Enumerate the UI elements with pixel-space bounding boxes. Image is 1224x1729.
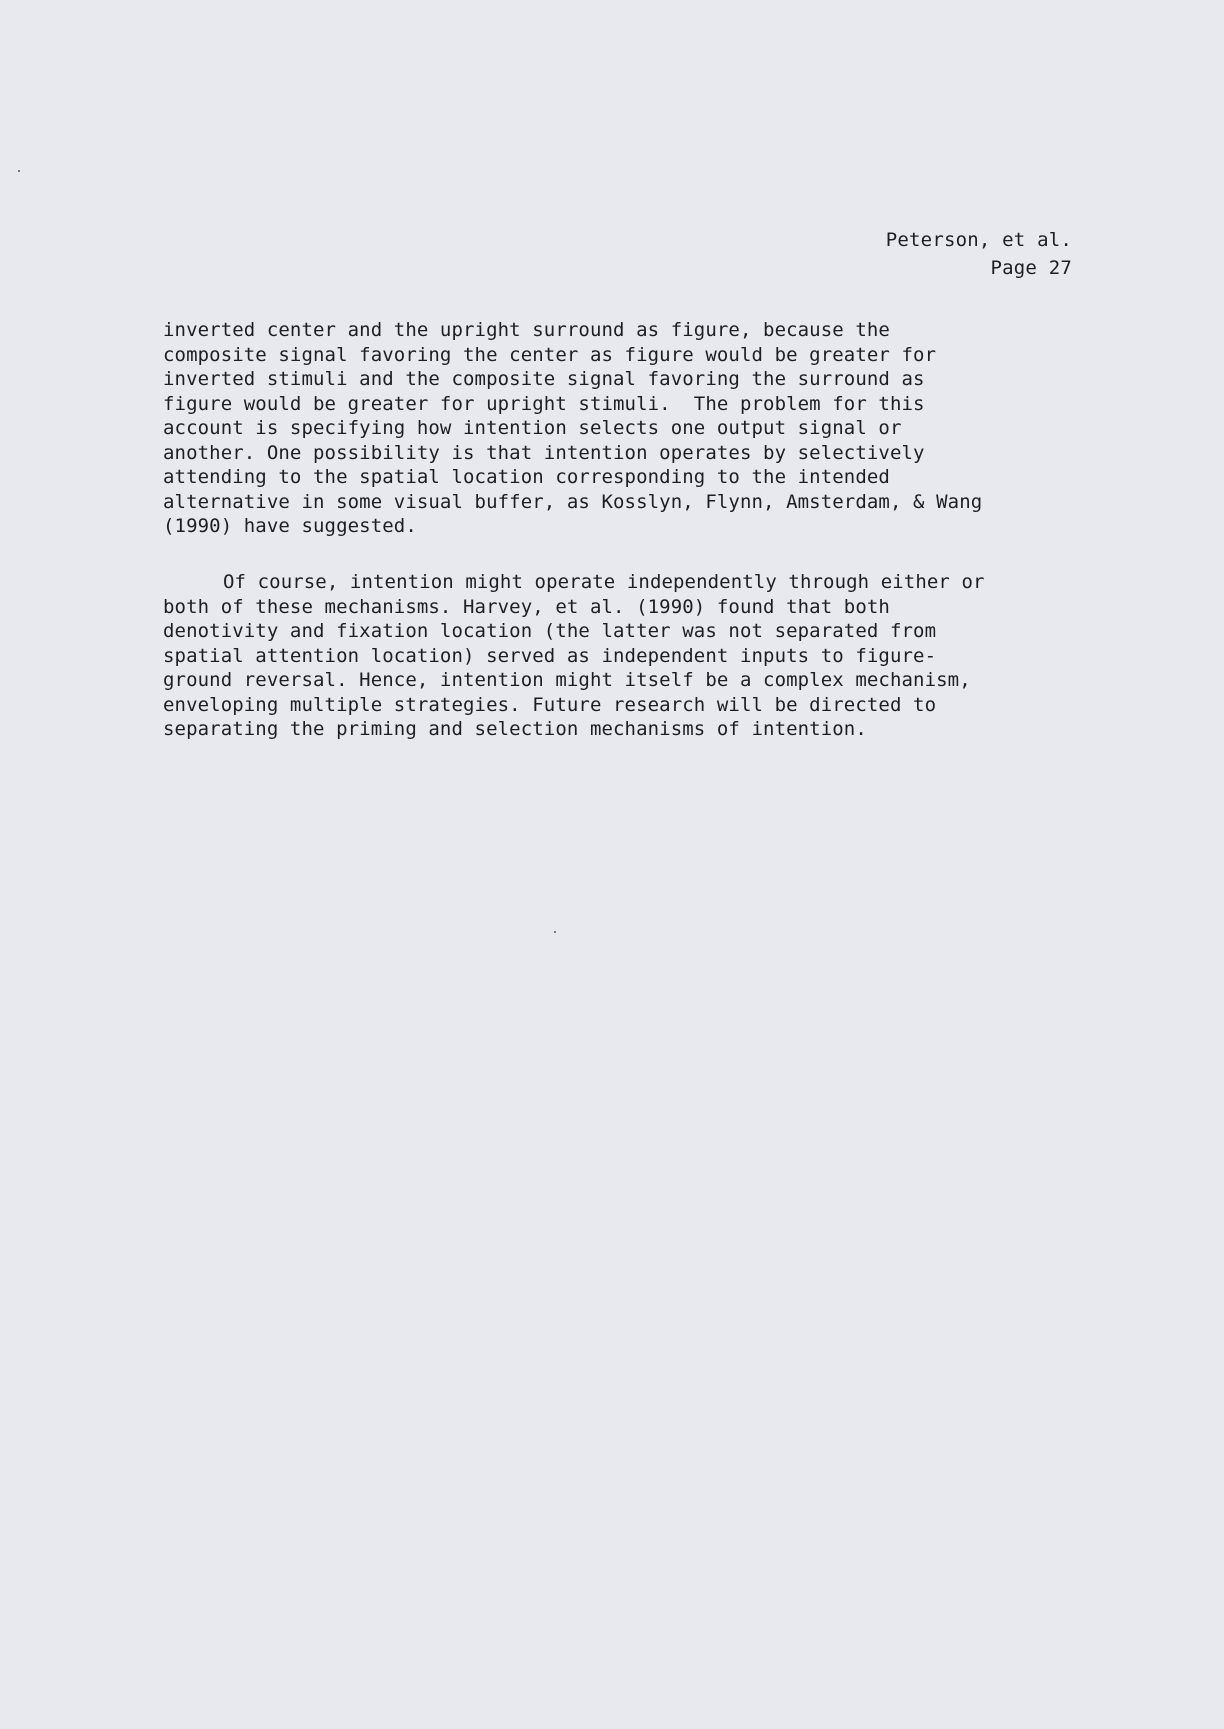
header-page-number: Page 27	[990, 257, 1072, 279]
text-line: inverted center and the upright surround as figure, because the	[163, 319, 890, 341]
text-line: account is specifying how intention selects one output signal or	[163, 417, 902, 439]
text-line: figure would be greater for upright stimuli. The problem for this	[163, 392, 925, 415]
text-line: inverted stimuli and the composite signal favoring the surround as	[163, 368, 925, 390]
paragraph-1	[163, 318, 1063, 539]
scan-speck	[554, 931, 556, 933]
text-line: separating the priming and selection mechanisms of intention.	[163, 718, 867, 740]
text-line: denotivity and fixation location (the latter was not separated from	[163, 620, 937, 642]
text-line: alternative in some visual buffer, as Kosslyn, Flynn, Amsterdam, & Wang	[163, 490, 983, 513]
text-line: enveloping multiple strategies. Future research will be directed to	[163, 693, 937, 716]
paragraph-2	[163, 570, 1063, 742]
text-line: attending to the spatial location corresponding to the intended	[163, 466, 890, 488]
scan-speck	[18, 170, 20, 172]
running-header	[886, 226, 1072, 282]
text-line: composite signal favoring the center as figure would be greater for	[163, 343, 937, 366]
text-line: another. One possibility is that intention operates by selectively	[163, 441, 925, 464]
text-line: ground reversal. Hence, intention might itself be a complex mechanism,	[163, 669, 971, 691]
header-author: Peterson, et al.	[885, 229, 1072, 251]
text-line: spatial attention location) served as independent inputs to figure-	[163, 644, 937, 667]
text-line: Of course, intention might operate independently through either or	[223, 571, 985, 593]
text-line: both of these mechanisms. Harvey, et al. (1990) found that both	[163, 595, 890, 618]
text-line: (1990) have suggested.	[163, 515, 417, 537]
